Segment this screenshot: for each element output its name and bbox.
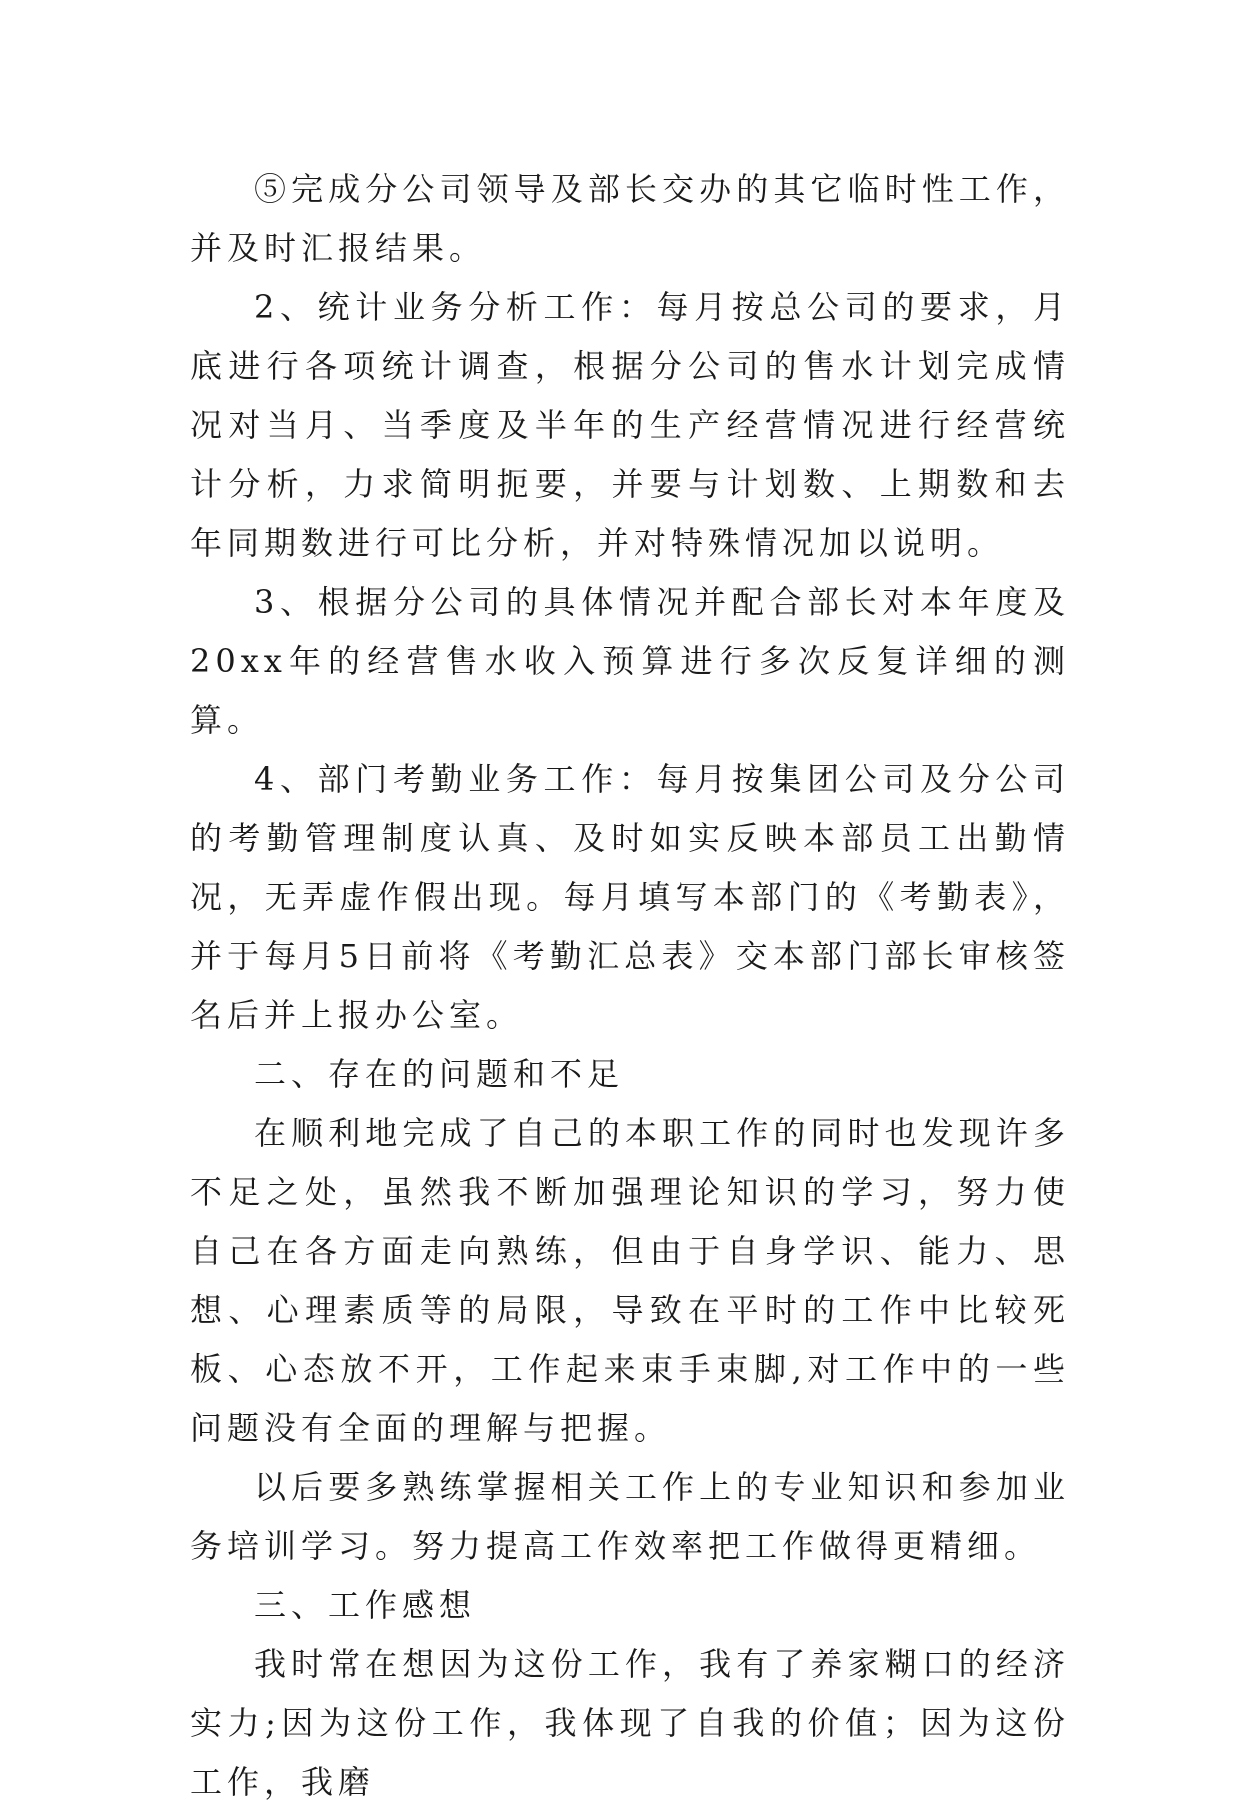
paragraph-item-5: ⑤完成分公司领导及部长交办的其它临时性工作，并及时汇报结果。	[190, 170, 1070, 267]
paragraph-improvement: 以后要多熟练掌握相关工作上的专业知识和参加业务培训学习。努力提高工作效率把工作做得更精细。	[190, 1468, 1070, 1565]
paragraph-reflections: 我时常在想因为这份工作，我有了养家糊口的经济实力;因为这份工作，我体现了自我的价值；因为这份工作，我磨	[190, 1645, 1070, 1801]
paragraph-shortcomings: 在顺利地完成了自己的本职工作的同时也发现许多不足之处，虽然我不断加强理论知识的学习，努力使自己在各方面走向熟练，但由于自身学识、能力、思想、心理素质等的局限，导致在平时的工作中比较死板、心态放不开，工作起来束手束脚,对工作中的一些问题没有全面的理解与把握。	[190, 1114, 1070, 1447]
document-body	[190, 160, 1070, 1812]
paragraph-budget-calculation: 3、根据分公司的具体情况并配合部长对本年度及20xx年的经营售水收入预算进行多次反复详细的测算。	[190, 583, 1070, 739]
paragraph-attendance: 4、部门考勤业务工作：每月按集团公司及分公司的考勤管理制度认真、及时如实反映本部员工出勤情况，无弄虚作假出现。每月填写本部门的《考勤表》，并于每月5日前将《考勤汇总表》交本部门部长审核签名后并上报办公室。	[190, 760, 1070, 1034]
section-heading-problems: 二、存在的问题和不足	[254, 1055, 625, 1093]
section-heading-reflections: 三、工作感想	[254, 1586, 477, 1624]
paragraph-statistics-analysis: 2、统计业务分析工作：每月按总公司的要求，月底进行各项统计调查，根据分公司的售水计划完成情况对当月、当季度及半年的生产经营情况进行经营统计分析，力求简明扼要，并要与计划数、上期数和去年同期数进行可比分析，并对特殊情况加以说明。	[190, 288, 1070, 562]
